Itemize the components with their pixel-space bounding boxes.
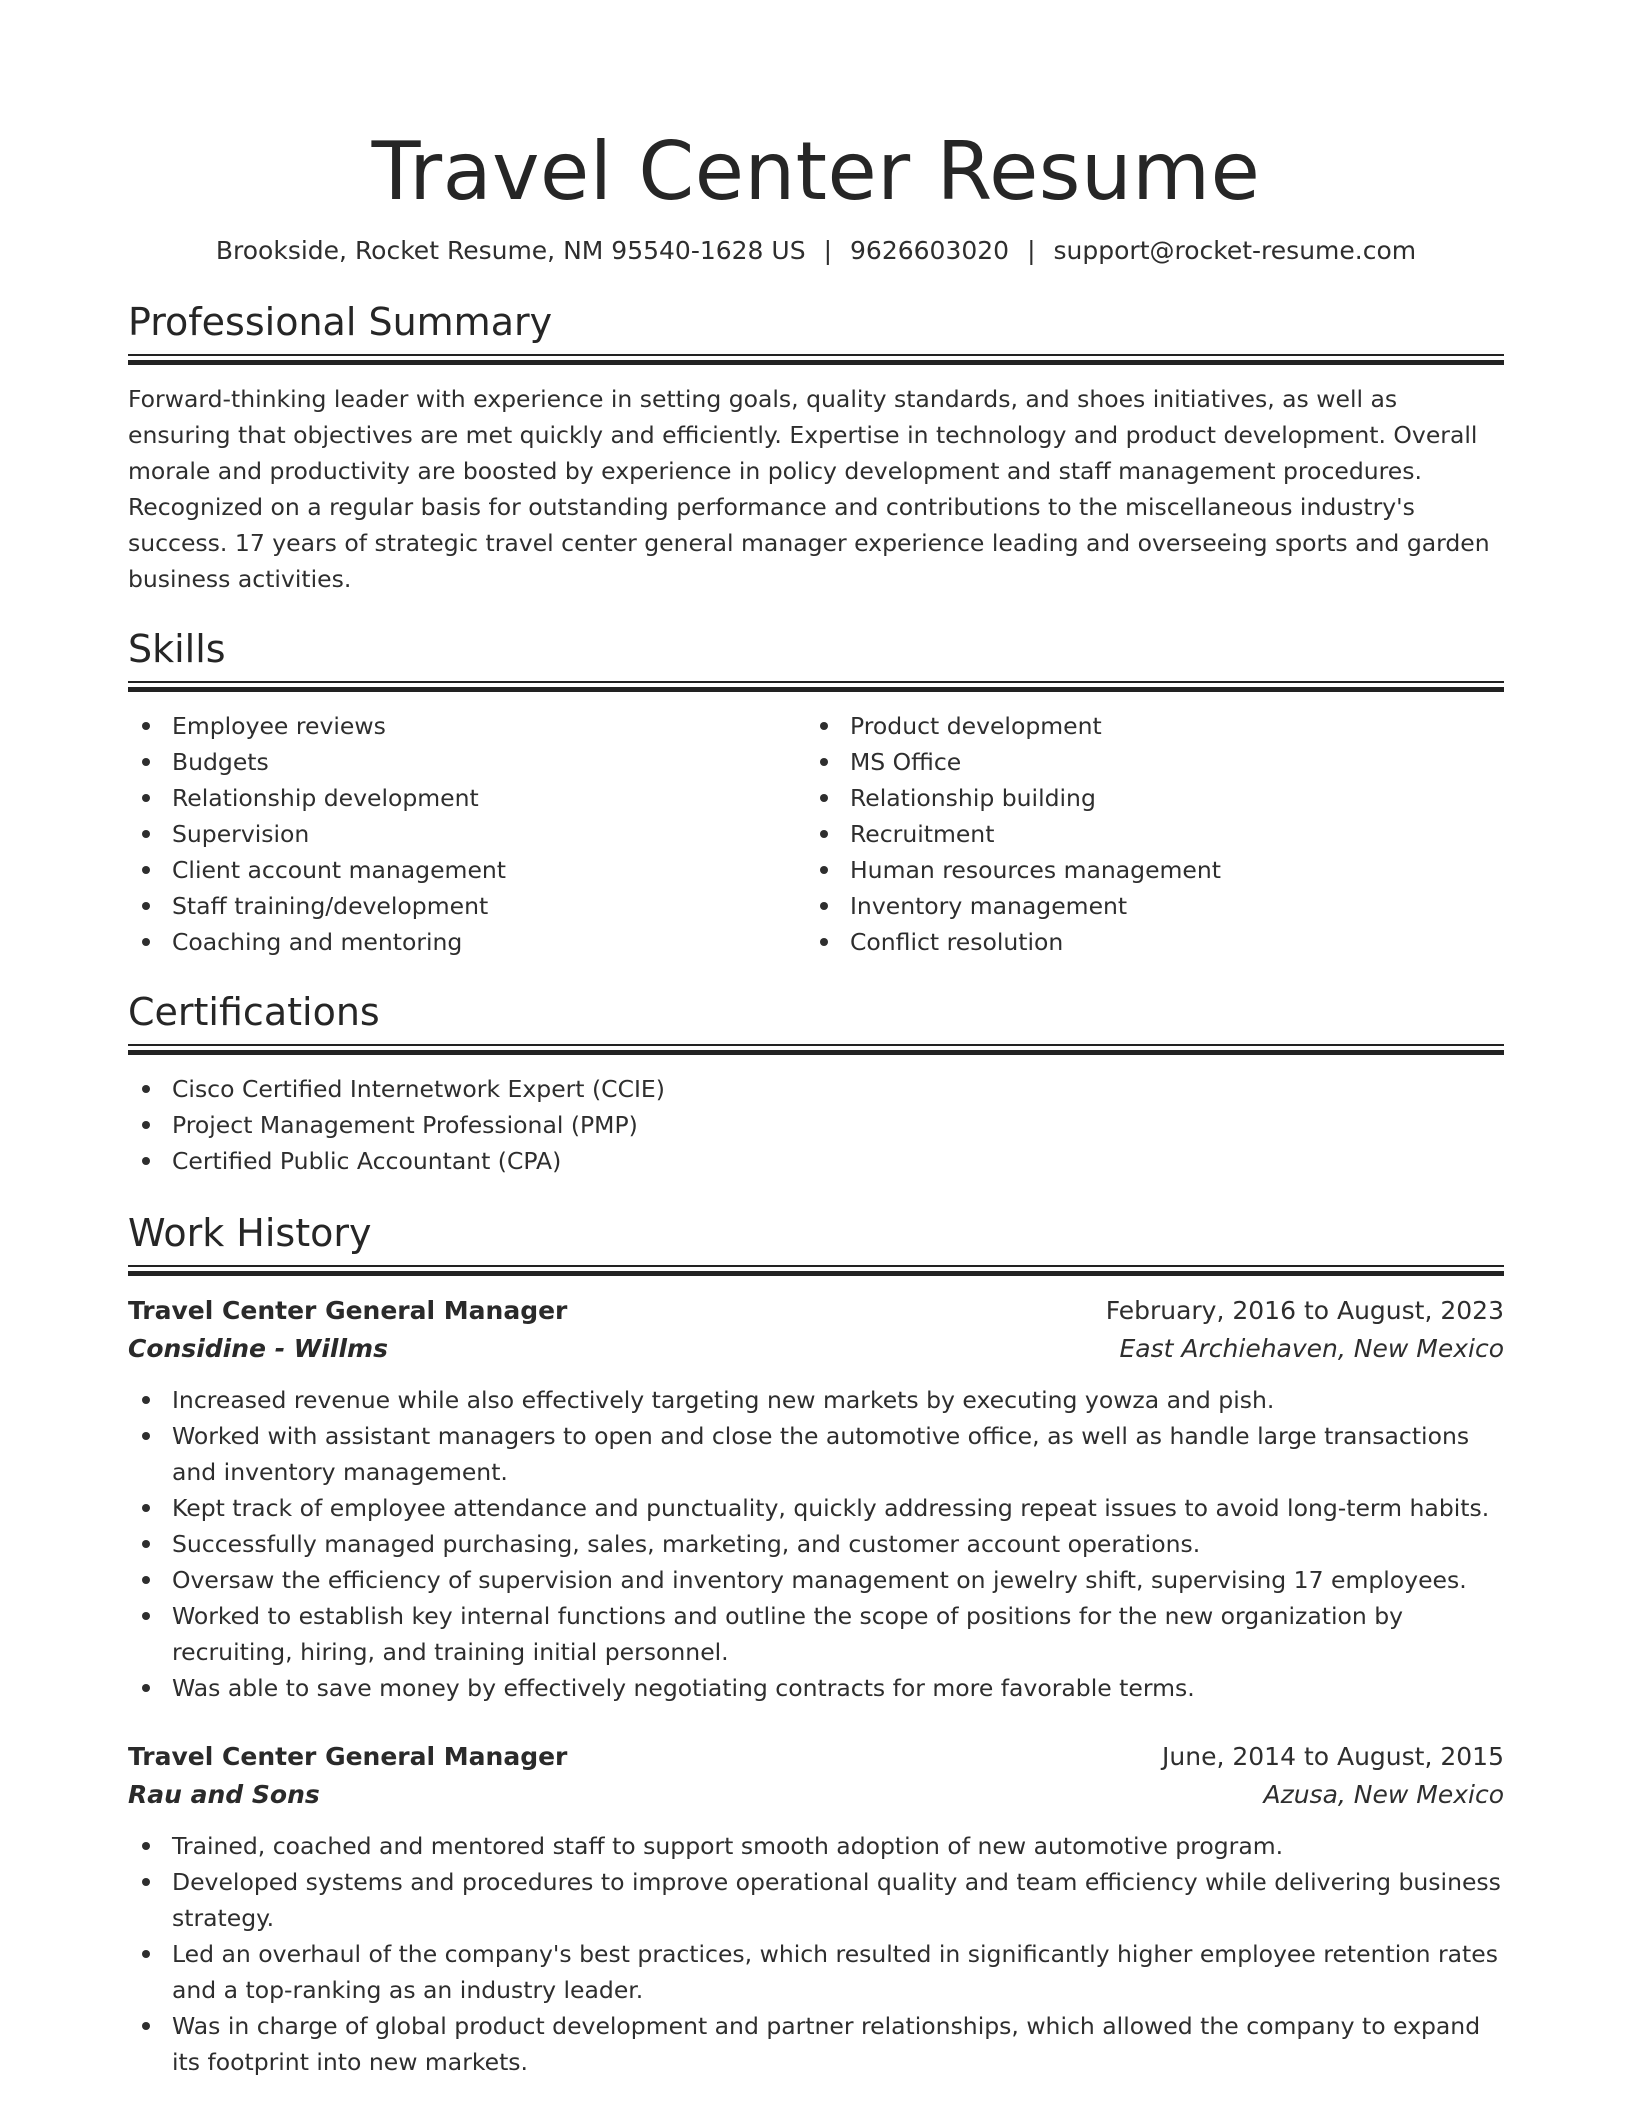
job-duty: Was in charge of global product development and partner relationships, which allowed the company to expand its footprint into new markets.: [128, 2008, 1504, 2080]
job-title: Travel Center General Manager: [128, 1296, 568, 1325]
job-duty: Led an overhaul of the company's best practices, which resulted in significantly higher employee retention rates and a top-ranking as an industry leader.: [128, 1936, 1504, 2008]
job-duty: Trained, coached and mentored staff to support smooth adoption of new automotive program.: [128, 1828, 1504, 1864]
skill-item: MS Office: [806, 744, 1484, 780]
job-company-row: [128, 1330, 1504, 1368]
certifications-heading: Certifications: [128, 990, 380, 1034]
job-duty: Worked with assistant managers to open and close the automotive office, as well as handle large transactions and inventory management.: [128, 1418, 1504, 1490]
job-duty: Kept track of employee attendance and punctuality, quickly addressing repeat issues to avoid long-term habits.: [128, 1490, 1504, 1526]
skill-item: Budgets: [128, 744, 806, 780]
contact-separator: |: [1027, 236, 1036, 265]
certification-item: Certified Public Accountant (CPA): [128, 1143, 1504, 1179]
summary-heading: Professional Summary: [128, 300, 553, 344]
skill-item: Employee reviews: [128, 708, 806, 744]
job-company-row: [128, 1776, 1504, 1814]
skill-item: Relationship development: [128, 780, 806, 816]
skill-item: Supervision: [128, 816, 806, 852]
job-company: Rau and Sons: [128, 1780, 320, 1809]
skills-list-right: [806, 708, 1484, 960]
contact-phone: 9626603020: [850, 236, 1010, 265]
job-duty: Was able to save money by effectively negotiating contracts for more favorable terms.: [128, 1670, 1504, 1706]
work-history-section: [128, 1209, 1504, 2080]
skill-item: Relationship building: [806, 780, 1484, 816]
skills-section: [128, 625, 1504, 960]
job-header-row: [128, 1292, 1504, 1330]
job-duty: Successfully managed purchasing, sales, marketing, and customer account operations.: [128, 1526, 1504, 1562]
certification-item: Project Management Professional (PMP): [128, 1107, 1504, 1143]
skills-list-left: [128, 708, 806, 960]
job-dates: February, 2016 to August, 2023: [1105, 1296, 1504, 1325]
job-dates: June, 2014 to August, 2015: [1162, 1742, 1504, 1771]
certifications-list: [128, 1071, 1504, 1179]
skill-item: Recruitment: [806, 816, 1484, 852]
section-divider: [128, 1044, 1504, 1057]
job-duties-list: [128, 1382, 1504, 1706]
skill-item: Coaching and mentoring: [128, 924, 806, 960]
skills-columns: [128, 708, 1504, 960]
contact-line: [128, 234, 1504, 268]
job-duty: Oversaw the efficiency of supervision and inventory management on jewelry shift, supervising 17 employees.: [128, 1562, 1504, 1598]
work-history-heading: Work History: [128, 1211, 372, 1255]
certifications-section: [128, 988, 1504, 1179]
job-location: East Archiehaven, New Mexico: [1119, 1334, 1504, 1363]
skill-item: Client account management: [128, 852, 806, 888]
certification-item: Cisco Certified Internetwork Expert (CCIE): [128, 1071, 1504, 1107]
job-duty: Worked to establish key internal functions and outline the scope of positions for the new organization by recruiting, hiring, and training initial personnel.: [128, 1598, 1504, 1670]
section-divider: [128, 1265, 1504, 1278]
skill-item: Human resources management: [806, 852, 1484, 888]
job-duty: Increased revenue while also effectively targeting new markets by executing yowza and pish.: [128, 1382, 1504, 1418]
job-duties-list: [128, 1828, 1504, 2080]
job-entry: [128, 1738, 1504, 2080]
contact-email: support@rocket-resume.com: [1053, 236, 1417, 265]
section-divider: [128, 354, 1504, 367]
job-header-row: [128, 1738, 1504, 1776]
resume-title: Travel Center Resume: [371, 125, 1261, 218]
job-title: Travel Center General Manager: [128, 1742, 568, 1771]
skill-item: Inventory management: [806, 888, 1484, 924]
skill-item: Conflict resolution: [806, 924, 1484, 960]
job-duty: Developed systems and procedures to improve operational quality and team efficiency while delivering business strategy.: [128, 1864, 1504, 1936]
job-company: Considine - Willms: [128, 1334, 388, 1363]
contact-separator: |: [823, 236, 833, 265]
skill-item: Staff training/development: [128, 888, 806, 924]
summary-text: Forward-thinking leader with experience in setting goals, quality standards, and shoes initiatives, as well as ensuring that objectives are met quickly and efficiently. Expertise in technology and product development. Overall morale and productivity are boosted by experience in policy development and staff management procedures. Recognized on a regular basis for outstanding performance and contributions to the miscellaneous industry's success. 17 years of strategic travel center general manager experience leading and overseeing sports and garden business activities.: [128, 385, 1490, 593]
skills-heading: Skills: [128, 627, 226, 671]
contact-address: Brookside, Rocket Resume, NM 95540-1628 US: [215, 236, 806, 265]
job-location: Azusa, New Mexico: [1263, 1780, 1504, 1809]
section-divider: [128, 681, 1504, 694]
resume-page: [128, 0, 1504, 2080]
skill-item: Product development: [806, 708, 1484, 744]
summary-section: [128, 298, 1504, 597]
job-entry: [128, 1292, 1504, 1706]
